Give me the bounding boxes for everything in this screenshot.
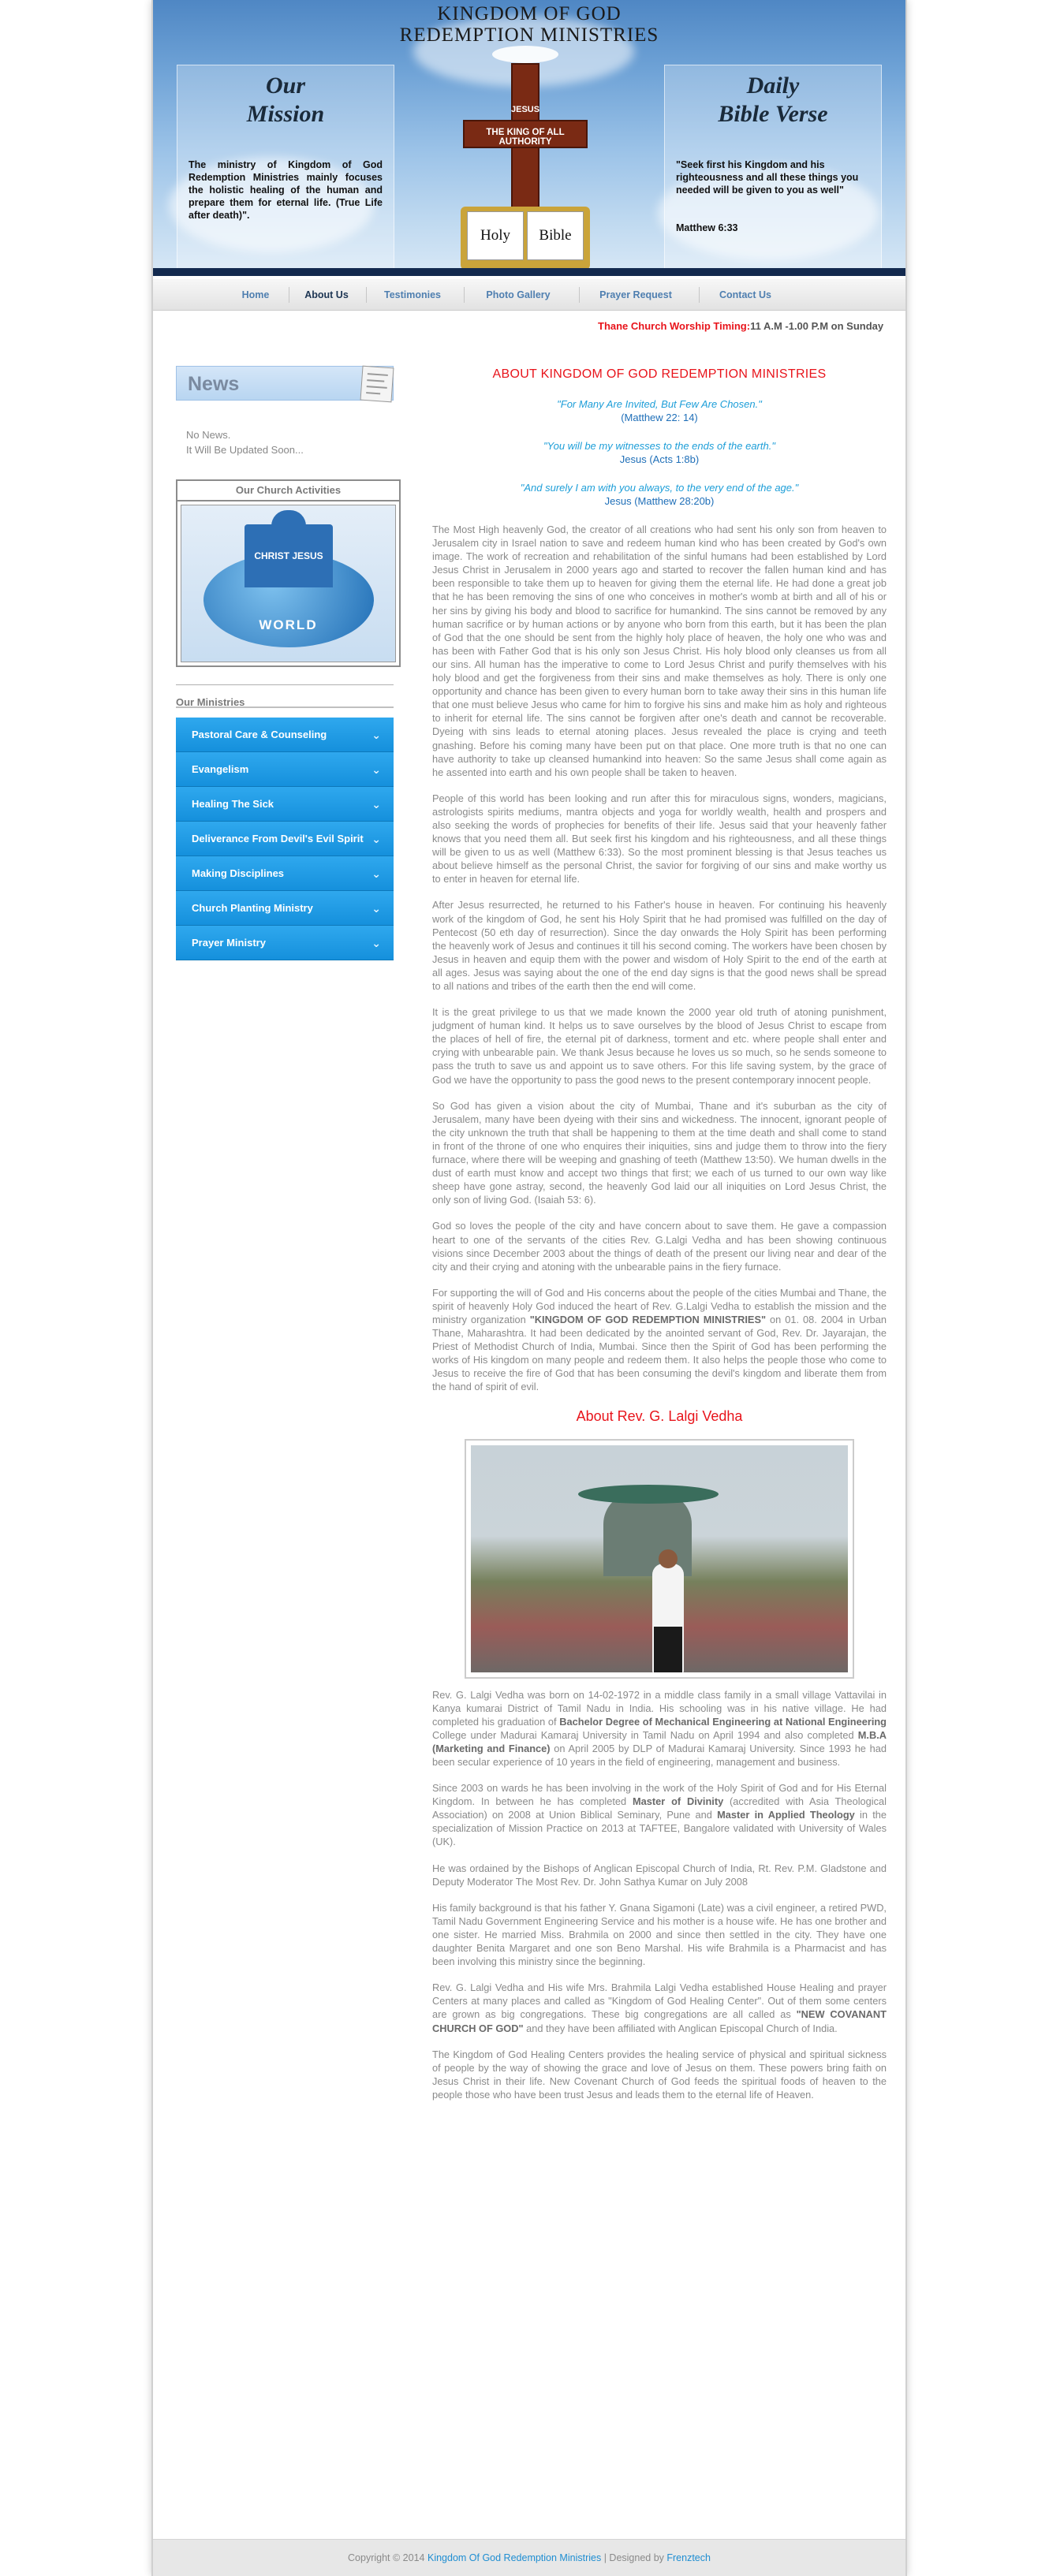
bio-paragraph — [432, 1688, 887, 1769]
content-paragraph: God so loves the people of the city and have concern about to save them. He gave a compassion heart to one of the servants of the cities Rev. G.Lalgi Vedha and has been showing continuous visions since December 2003 about the things of death of the present our living near and dear of the city and their crying and atoning with the unbearable pains in the fiery furnace. — [432, 1220, 887, 1273]
text-run: Since 2003 on wards he has been involving in the work of the Holy Spirit of God and for His Eternal Kingdom. In between he has completed — [432, 1782, 887, 1808]
chevron-down-icon: ⌄ — [371, 798, 381, 811]
verse-panel — [664, 65, 882, 276]
site-title-line1: KINGDOM OF GOD — [437, 3, 622, 24]
text-run: For supporting the will of God and His concerns about the people of the cities Mumbai and Thane, the spirit of heavenly Holy God induced the heart of Rev. G.Lalgi Vedha to establish the mission and the ministry organization — [432, 1286, 887, 1325]
globe-label: WORLD — [259, 617, 318, 632]
page-title: ABOUT KINGDOM OF GOD REDEMPTION MINISTRIES — [492, 367, 827, 381]
ministry-evangelism[interactable] — [176, 752, 394, 787]
photo-person-legs — [654, 1627, 682, 1672]
verse-ref: (Matthew 22: 14) — [621, 412, 698, 423]
bio-paragraph: The Kingdom of God Healing Centers provides the healing service of physical and spiritual sickness of people by the way of showing the grace and love of Jesus on them. These powers bring faith on Jesus Christ in their life. New Covenant Church of God feeds the spiritual foods of heaven to the people those who have been trust Jesus and leads them to the eternal life of Heaven. — [432, 2048, 887, 2101]
text-run: Rev. G. Lalgi Vedha was born on 14-02-1972 in a middle class family in a small village Vattavilai in Kanya kumarai District of Tamil Nadu in India. His schooling was in his native village. He had completed his graduation of — [432, 1688, 887, 1728]
copyright-text: Copyright © 2014 — [348, 2552, 425, 2563]
content-paragraph: After Jesus resurrected, he returned to his Father's house in heaven. For continuing his heavenly work of the kingdom of God, he sent his Holy Spirit that he had promised was fulfilled on the day of Pentecost (50 eth day of resurrection). Since the day onwards the Holy Spirit has been performing the heavenly work of Jesus and continues it till his second coming. The workers have been chosen by Jesus in heaven and equip them with the power and wisdom of Holy Spirit to the end of the earth at all ages. Jesus was saying about the one of the end day signs is that the good news shall be spread to all nations and tribes of the earth then the end will come. — [432, 899, 887, 992]
content-paragraph: It is the great privilege to us that we made known the 2000 year old truth of atoning punishment, judgment of human kind. It helps us to save ourselves by the blood of Jesus Christ to escape from the places of hell of fire, the eternal pit of darkness, torment and etc. where people shall enter and crying with unbearable pain. We thank Jesus because he loves us so much, so he sends someone to pass the truth to save us and appoint us to save others. For this life saving system, by the grace of God we have the opportunity to pass the good news to the present contemporary innocent people. — [432, 1006, 887, 1086]
chevron-down-icon: ⌄ — [371, 902, 381, 915]
newspaper-line — [368, 373, 388, 376]
church-activities-box — [176, 479, 401, 667]
ministries-menu — [176, 718, 394, 960]
bio-paragraph — [432, 1981, 887, 2034]
site-header — [153, 0, 905, 276]
header-bottom-bar — [153, 268, 905, 276]
nav-separator — [579, 287, 580, 303]
nav-about-us[interactable]: About Us — [304, 289, 349, 300]
nav-prayer-request[interactable]: Prayer Request — [599, 289, 672, 300]
photo-roof — [578, 1485, 719, 1504]
nav-contact-us[interactable]: Contact Us — [719, 289, 771, 300]
cross-label-king: THE KING OF ALL AUTHORITY — [486, 128, 565, 147]
marquee-content — [598, 319, 883, 334]
text-run: in the specialization of Mission Practice on 2013 at TAFTEE, Bangalore validated with University of Wales (UK). — [432, 1809, 887, 1848]
mission-panel — [177, 65, 394, 276]
text-run: Rev. G. Lalgi Vedha and His wife Mrs. Brahmila Lalgi Vedha established House Healing and prayer Centers at many places and called as "Kingdom of God Healing Center". Out of them some centers are grown as big congregations. These big congregations are all called as — [432, 1981, 887, 2021]
main-nav — [153, 279, 905, 311]
verse-quote: "You will be my witnesses to the ends of the earth." — [543, 440, 775, 452]
nav-photo-gallery[interactable]: Photo Gallery — [486, 289, 551, 300]
ministry-making-disciplines[interactable] — [176, 856, 394, 891]
chevron-down-icon: ⌄ — [371, 729, 381, 741]
ministry-label: Pastoral Care & Counseling — [192, 729, 327, 740]
content-paragraph: The Most High heavenly God, the creator of all creations who had sent his only son from heaven to Jerusalem city in Israel nation to save and redeem human kind who has been created by God's own image. The work of recreation and rehabilitation of the sinful humans had been established by Lord Jesus Christ in Jerusalem in 2000 years ago and started to recover the fallen human kind and has been responsible to take them up to heaven for giving them the eternal life. He had done a great job that he has been removing the sins of one who conceives in mother's womb at birth and all of his or her sins by giving his body and blood to sacrifice for humankind. The sins cannot be removed by any human sacrifice or by human actions or by anyone who born from this earth, but it has been the plan of God that the one should be sent from the highly holy place of heaven, the holy one who was and has been with Father God that is his only son Jesus Christ. His holy blood only cleanses us from all our sins. All human has the imperative to come to Lord Jesus Christ and purify themselves with his holy blood and get the forgiveness from their sins and make themselves as holy. There is only one opportunity and chance has been given to every human born to take away their sins in this human life that one must believe Jesus who came for him to forgive his sins and make him as holy and righteous to inherit for eternal life. The sins cannot be forgiven after one's death and cannot be recoverable. Dyeing with sins leads to eternal atoning places. Jesus revealed the place is crying and teeth gnashing. Before his coming many have been put on that place. One more truth is that no one can have authority to take up cleansed humankind into heaven: So the same Jesus shall come again as he assented into earth and his own people shall be taken to heaven. — [432, 524, 887, 778]
church-activities-title: Our Church Activities — [177, 481, 399, 501]
chevron-down-icon: ⌄ — [371, 937, 381, 949]
pastor-photo — [465, 1439, 854, 1679]
site-frame — [151, 0, 907, 2576]
content-paragraph: So God has given a vision about the city of Mumbai, Thane and it's suburban as the city of Jerusalem, many have been dyeing with their sins and wickedness. The innocent, ignorant people of the city unknown the truth that shall be happening to them at the time death and shall come to stand in front of the throne of one who enquires their iniquities, sins and judge them to throw into the fiery furnace, where there will be weeping and gnashing of teeth (Matthew 13:50). We human dwells in the dust of earth must know and accept two things that first; we each of us turned to our own way like sheep have gone astray, second, the heavenly God laid our all iniquities on Lord Jesus Christ, the only son of living God. (Isaiah 53: 6). — [432, 1099, 887, 1206]
mission-heading-line1: Our — [265, 73, 306, 99]
verse-heading-line1: Daily — [746, 73, 800, 99]
text-run: (accredited with Asia Theological Association) on 2008 at Union Biblical Seminary, Pune and — [432, 1795, 887, 1821]
church-activities-image[interactable] — [181, 505, 396, 662]
daily-verse-ref: Matthew 6:33 — [676, 222, 738, 233]
photo-image — [471, 1445, 848, 1672]
photo-tower — [603, 1493, 692, 1576]
newspaper-line — [367, 386, 387, 389]
newspaper-line — [366, 392, 380, 394]
newspaper-line — [367, 379, 384, 382]
ministry-label: Prayer Ministry — [192, 937, 266, 949]
news-empty-line2: It Will Be Updated Soon... — [186, 444, 304, 456]
news-empty-message — [186, 427, 304, 457]
designer-link[interactable]: Frenztech — [666, 2552, 711, 2563]
verse-heading-line2: Bible Verse — [718, 101, 828, 127]
bible-icon — [461, 207, 590, 270]
ministry-label: Healing The Sick — [192, 798, 274, 810]
marquee-label: Thane Church Worship Timing: — [598, 320, 751, 332]
news-header — [176, 366, 394, 401]
verse-ref: Jesus (Matthew 28:20b) — [604, 495, 715, 507]
degree-text: Bachelor Degree of Mechanical Engineering at National Engineering — [559, 1715, 887, 1728]
degree-text: Master in Applied Theology — [717, 1809, 855, 1821]
nav-separator — [464, 287, 465, 303]
site-link[interactable]: Kingdom Of God Redemption Ministries — [427, 2552, 602, 2563]
mission-text: The ministry of Kingdom of God Redemption Ministries mainly focuses the holistic healing of the human and prepare them for eternal life. (True Life after death)". — [189, 159, 383, 221]
nav-testimonies[interactable]: Testimonies — [383, 289, 441, 300]
chevron-down-icon: ⌄ — [371, 833, 381, 845]
site-title-line2: REDEMPTION MINISTRIES — [399, 24, 659, 46]
bio-paragraph: His family background is that his father Y. Gnana Sigamoni (Late) was a civil engineer, a retired PWD, Tamil Nadu Government Engineering Service and his mother is a house wife. He has one brother and one sister. He married Miss. Brahmila on 2000 and since then settled in the city. They have one daughter Benita Margaret and one son Beno Marshal. His wife Brahmila is a Pharmacist and has been involving this ministry since the beginning. — [432, 1901, 887, 1968]
main-content — [432, 367, 887, 2114]
news-empty-line1: No News. — [186, 429, 231, 441]
verse-quote: "And surely I am with you always, to the very end of the age." — [520, 482, 799, 494]
photo-person-head — [659, 1549, 678, 1568]
nav-separator — [699, 287, 700, 303]
about-pastor-title: About Rev. G. Lalgi Vedha — [576, 1407, 743, 1424]
worship-timing-marquee — [153, 319, 905, 334]
ministry-prayer[interactable] — [176, 926, 394, 960]
daily-verse-text: "Seek first his Kingdom and his righteousness and all these things you needed will be given to you as well" — [676, 159, 859, 196]
verse-block — [432, 481, 887, 508]
news-title: News — [188, 373, 240, 395]
text-run: and they have been affiliated with Anglican Episcopal Church of India. — [523, 2022, 838, 2034]
church-label: CHRIST JESUS — [254, 550, 323, 561]
text-run: on 01. 08. 2004 in Urban Thane, Maharashtra. It had been dedicated by the anointed servant of God, Rev. Dr. Jayarajan, the Priest of Methodist Church of India, Mumbai. Since then the Spirit of God has been performing the works of His kingdom on many people and redeem them. It also helps the people those who come to Jesus to receive the fire of God that has been consuming the devil's kingdom and liberate them from the hand of spirit of evil. — [432, 1313, 887, 1393]
ministry-pastoral-care[interactable] — [176, 718, 394, 752]
bio-paragraph — [432, 1781, 887, 1848]
ministry-label: Deliverance From Devil's Evil Spirit — [192, 833, 364, 844]
dove-icon — [492, 46, 558, 63]
marquee-text: 11 A.M -1.00 P.M on Sunday — [750, 320, 884, 332]
ministries-heading: Our Ministries — [176, 684, 394, 708]
chevron-down-icon: ⌄ — [371, 763, 381, 776]
ministry-label: Church Planting Ministry — [192, 902, 313, 914]
text-run: College under Madurai Kamaraj University in Tamil Nadu on April 1994 and also completed — [432, 1728, 858, 1741]
cross-label-jesus: JESUS — [511, 105, 540, 114]
verse-block — [432, 397, 887, 424]
content-paragraph: People of this world has been looking and run after this for miraculous signs, wonders, magicians, astrologists spirits mediums, mantra objects and yoga for worldly wealth, health and prospers and also seeking the words of prophecies for benefits of their life. Jesus said that your heavenly father knows that you need them all. But seek first his kingdom and his righteousness, and all these things will be given to us as well (Matthew 6:33). So the most prominent blessing is that Jesus teaches us about believe himself as the personal Christ, the savior for forgiving of our sins and make worthy us to enter in heaven for eternal life. — [432, 792, 887, 885]
bible-page-right: Bible — [527, 211, 584, 260]
degree-text: Master of Divinity — [633, 1795, 724, 1808]
footer-separator: | Designed by — [601, 2552, 667, 2563]
content-paragraph — [432, 1286, 887, 1394]
ministry-church-planting[interactable] — [176, 891, 394, 926]
bio-paragraph: He was ordained by the Bishops of Anglican Episcopal Church of India, Rt. Rev. P.M. Gladstone and Deputy Moderator The Most Rev. Dr. John Sathya Kumar on July 2008 — [432, 1862, 887, 1888]
nav-home[interactable]: Home — [241, 289, 270, 300]
degree-text: M.B.A (Marketing and Finance) — [432, 1728, 887, 1754]
site-footer — [153, 2539, 905, 2576]
chevron-down-icon: ⌄ — [371, 867, 381, 880]
text-run: on April 2005 by DLP of Madurai Kamaraj University. Since 1993 he had been secular experience of 10 years in the field of engineering, management and business. — [432, 1742, 887, 1768]
mission-heading-line2: Mission — [246, 101, 325, 127]
newspaper-icon — [360, 366, 394, 403]
verse-ref: Jesus (Acts 1:8b) — [619, 453, 700, 465]
bible-page-left: Holy — [467, 211, 524, 260]
verse-quote: "For Many Are Invited, But Few Are Chosen." — [557, 398, 762, 410]
organization-name: "KINGDOM OF GOD REDEMPTION MINISTRIES" — [529, 1313, 767, 1325]
verse-block — [432, 439, 887, 466]
ministry-label: Evangelism — [192, 763, 249, 775]
ministry-label: Making Disciplines — [192, 867, 285, 879]
church-name: "NEW COVANANT CHURCH OF GOD" — [432, 2008, 887, 2034]
ministry-deliverance[interactable] — [176, 822, 394, 856]
ministry-healing[interactable] — [176, 787, 394, 822]
nav-separator — [366, 287, 367, 303]
